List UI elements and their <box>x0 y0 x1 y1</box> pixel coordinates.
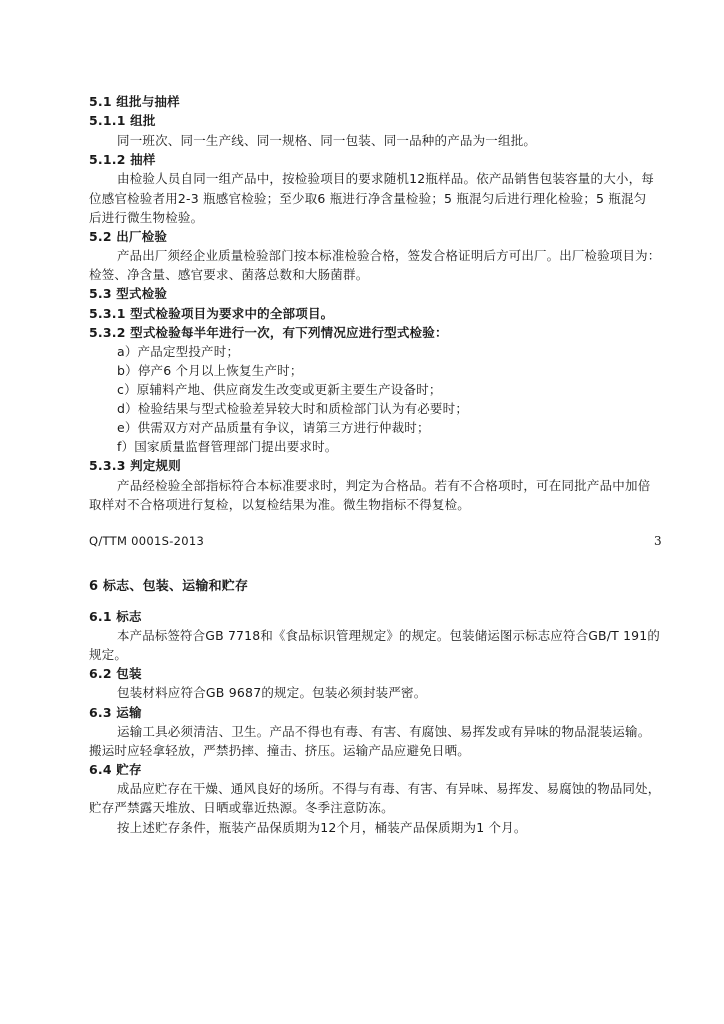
paragraph-6-4-line1: 成品应贮存在干燥、通风良好的场所。不得与有毒、有害、有异味、易挥发、易腐蚀的物品同处， <box>117 781 661 796</box>
paragraph-6-3-line2: 搬运时应轻拿轻放，严禁扔摔、撞击、挤压。运输产品应避免日晒。 <box>89 743 471 758</box>
paragraph-5-3-3-line2: 取样对不合格项进行复检，以复检结果为准。微生物指标不得复检。 <box>89 497 471 512</box>
paragraph-5-1-1: 同一班次、同一生产线、同一规格、同一包装、同一品种的产品为一组批。 <box>117 133 537 148</box>
heading-5-1-1: 5.1.1 组批 <box>89 113 156 128</box>
heading-5-2: 5.2 出厂检验 <box>89 229 168 244</box>
paragraph-6-1-line1: 本产品标签符合GB 7718和《食品标识管理规定》的规定。包装储运图示标志应符合GB/T 191的 <box>117 628 660 643</box>
paragraph-6-3-line1: 运输工具必须清洁、卫生。产品不得也有毒、有害、有腐蚀、易挥发或有异味的物品混装运输。 <box>117 724 651 739</box>
list-item-d: d）检验结果与型式检验差异较大时和质检部门认为有必要时； <box>117 401 469 416</box>
document-code: Q/TTM 0001S-2013 <box>89 534 205 548</box>
paragraph-6-2: 包装材料应符合GB 9687的规定。包装必须封装严密。 <box>117 685 427 700</box>
heading-5-3-3: 5.3.3 判定规则 <box>89 458 181 473</box>
paragraph-6-4-line2: 贮存严禁露天堆放、日晒或靠近热源。冬季注意防冻。 <box>89 800 394 815</box>
paragraph-5-2-line2: 检签、净含量、感官要求、菌落总数和大肠菌群。 <box>89 267 369 282</box>
heading-6-3: 6.3 运输 <box>89 705 142 720</box>
paragraph-5-1-2-line2: 位感官检验者用2-3 瓶感官检验；至少取6 瓶进行净含量检验；5 瓶混匀后进行理化检验；5 瓶混匀 <box>89 191 647 206</box>
heading-5-3-1: 5.3.1 型式检验项目为要求中的全部项目。 <box>89 306 334 321</box>
heading-6-2: 6.2 包装 <box>89 666 142 681</box>
list-item-f: f）国家质量监督管理部门提出要求时。 <box>117 439 338 454</box>
paragraph-5-2-line1: 产品出厂须经企业质量检验部门按本标准检验合格，签发合格证明后方可出厂。出厂检验项目为： <box>117 248 661 263</box>
page-number: 3 <box>654 534 662 548</box>
list-item-c: c）原辅料产地、供应商发生改变或更新主要生产设备时； <box>117 382 442 397</box>
heading-6-4: 6.4 贮存 <box>89 762 142 777</box>
heading-5-1-2: 5.1.2 抽样 <box>89 152 156 167</box>
list-item-b: b）停产6 个月以上恢复生产时； <box>117 363 303 378</box>
heading-6-1: 6.1 标志 <box>89 609 142 624</box>
list-item-e: e）供需双方对产品质量有争议，请第三方进行仲裁时； <box>117 420 430 435</box>
heading-5-3: 5.3 型式检验 <box>89 286 168 301</box>
heading-5-3-2: 5.3.2 型式检验每半年进行一次，有下列情况应进行型式检验： <box>89 325 448 340</box>
paragraph-5-1-2-line3: 后进行微生物检验。 <box>89 210 204 225</box>
paragraph-6-4-line3: 按上述贮存条件，瓶装产品保质期为12个月，桶装产品保质期为1 个月。 <box>117 820 527 835</box>
list-item-a: a）产品定型投产时； <box>117 344 240 359</box>
paragraph-5-1-2-line1: 由检验人员自同一组产品中，按检验项目的要求随机12瓶样品。依产品销售包装容量的大小，每 <box>117 171 655 186</box>
paragraph-6-1-line2: 规定。 <box>89 647 128 662</box>
heading-5-1: 5.1 组批与抽样 <box>89 94 180 109</box>
paragraph-5-3-3-line1: 产品经检验全部指标符合本标准要求时，判定为合格品。若有不合格项时，可在同批产品中加倍 <box>117 478 651 493</box>
heading-6: 6 标志、包装、运输和贮存 <box>89 579 249 594</box>
